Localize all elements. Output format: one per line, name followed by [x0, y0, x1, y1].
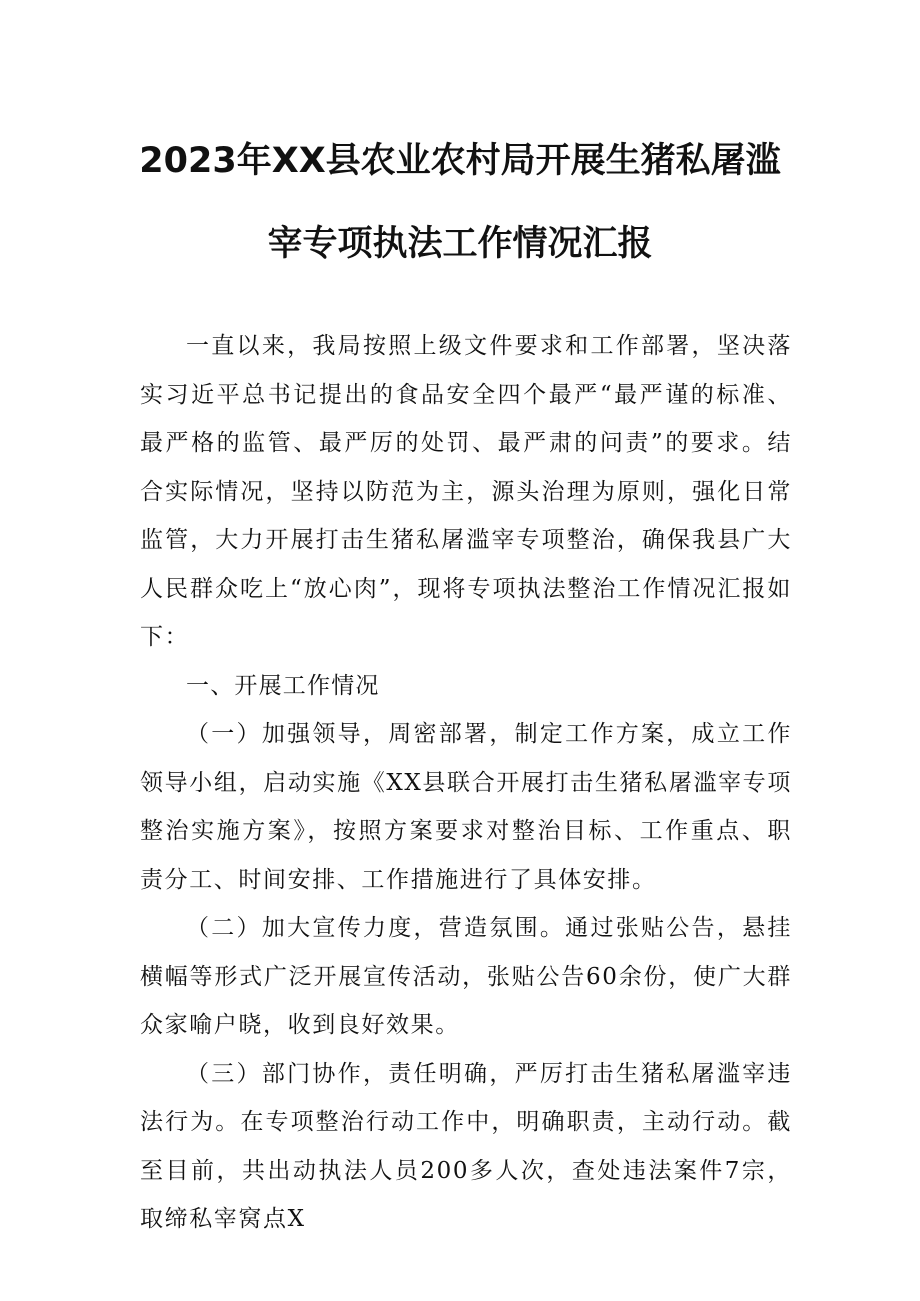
- paragraph-item-3: （三）部门协作，责任明确，严厉打击生猪私屠滥宰违法行为。在专项整治行动工作中，明确职责，主动行动。截至目前，共出动执法人员200多人次，查处违法案件7宗，取缔私宰窝点X: [140, 1060, 792, 1232]
- paragraph-item-1: （一）加强领导，周密部署，制定工作方案，成立工作领导小组，启动实施《XX县联合开展打击生猪私屠滥宰专项整治实施方案》，按照方案要求对整治目标、工作重点、职责分工、时间安排、工作措施进行了具体安排。: [140, 721, 792, 893]
- document-title-line-2: 宰专项执法工作情况汇报: [267, 224, 653, 264]
- paragraph-item-2: （二）加大宣传力度，营造氛围。通过张贴公告，悬挂横幅等形式广泛开展宣传活动，张贴公告60余份，使广大群众家喻户晓，收到良好效果。: [140, 915, 792, 1038]
- paragraph-intro: 一直以来，我局按照上级文件要求和工作部署，坚决落实习近平总书记提出的食品安全四个最严“最严谨的标准、最严格的监管、最严厉的处罚、最严肃的问责”的要求。结合实际情况，坚持以防范为主，源头治理为原则，强化日常监管，大力开展打击生猪私屠滥宰专项整治，确保我县广大人民群众吃上“放心肉”，现将专项执法整治工作情况汇报如下：: [140, 333, 792, 650]
- section-heading-1: 一、开展工作情况: [186, 672, 380, 699]
- document-body: [140, 322, 792, 1244]
- document-title-line-1: 2023年XX县农业农村局开展生猪私屠滥: [139, 141, 781, 181]
